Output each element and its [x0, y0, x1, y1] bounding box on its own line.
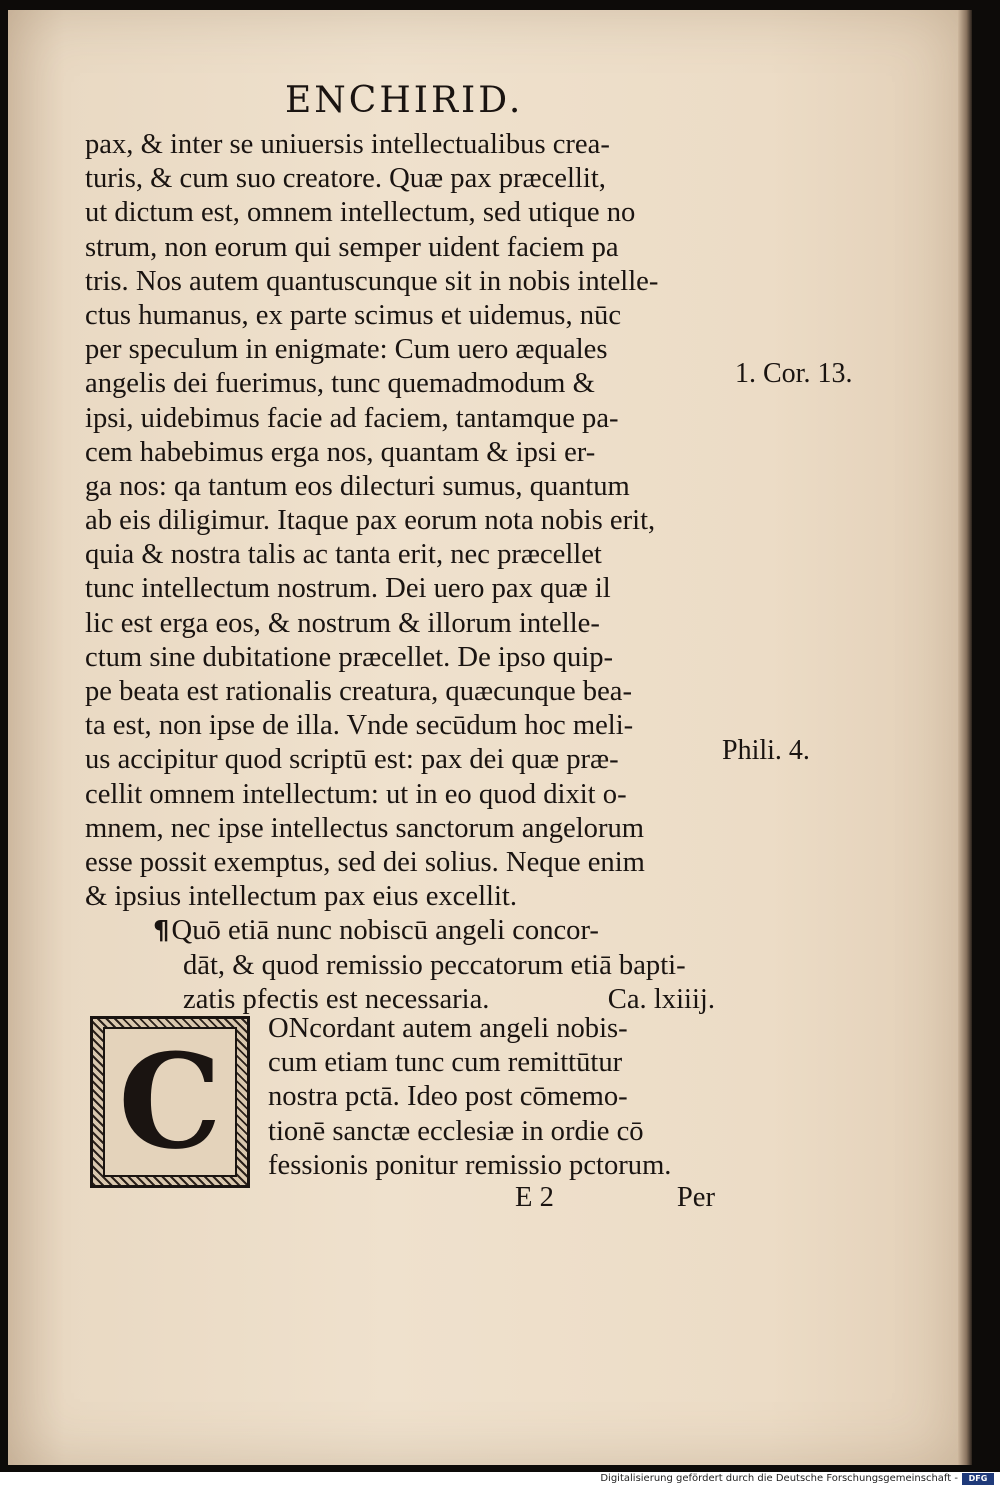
text-line: ctus humanus, ex parte scimus et uidemus, nūc [85, 299, 622, 331]
footer-credit: Digitalisierung gefördert durch die Deutsche Forschungsgemeinschaft - [600, 1473, 958, 1484]
text-line: tionē sanctæ ecclesiæ in ordie cō [268, 1115, 644, 1147]
text-line: per speculum in enigmate: Cum uero æquales [85, 334, 608, 366]
text-line: angelis dei fuerimus, tunc quemadmodum & [85, 368, 595, 400]
page-edge [958, 10, 972, 1465]
text-line: turis, & cum suo creatore. Quæ pax præcellit, [85, 163, 606, 195]
text-line: ga nos: qa tantum eos dilecturi sumus, quantum [85, 470, 630, 502]
text-line: esse possit exemptus, sed dei solius. Neque enim [85, 846, 645, 878]
text-line: strum, non eorum qui semper uident faciem pa [85, 231, 619, 263]
catchline [515, 1182, 715, 1214]
pilcrow-icon: ¶ [153, 916, 170, 947]
margin-note-corinthians: 1. Cor. 13. [735, 358, 853, 389]
text-line: & ipsius intellectum pax eius excellit. [85, 881, 517, 913]
chapter-heading-line: dāt, & quod remissio peccatorum etiā bapti- [183, 949, 686, 981]
catchword: Per [676, 1182, 715, 1213]
text-line: fessionis ponitur remissio pctorum. [268, 1149, 672, 1181]
dfg-logo-icon: DFG [962, 1473, 994, 1485]
decorated-initial [90, 1016, 250, 1188]
text-line: ta est, non ipse de illa. Vnde secūdum hoc meli- [85, 710, 634, 742]
text-line: pe beata est rationalis creatura, quæcunque bea- [85, 676, 632, 707]
main-text-block [85, 128, 715, 1017]
initial-letter: C [103, 1027, 237, 1177]
chapter-heading-text: zatis pfectis est necessaria. [183, 983, 490, 1015]
text-line: ONcordant autem angeli nobis- [268, 1013, 628, 1044]
signature-mark: E 2 [515, 1182, 554, 1213]
text-line: pax, & inter se uniuersis intellectualibus crea- [85, 129, 610, 160]
text-line: ab eis diligimur. Itaque pax eorum nota nobis erit, [85, 505, 656, 537]
running-head: ENCHIRID. [285, 80, 524, 121]
text-line: ut dictum est, omnem intellectum, sed utique no [85, 197, 636, 229]
text-line: us accipitur quod scriptū est: pax dei quæ præ- [85, 744, 619, 776]
text-line: ctum sine dubitatione præcellet. De ipso quip- [85, 641, 614, 673]
text-line: lic est erga eos, & nostrum & illorum intelle- [85, 607, 600, 639]
text-line: tris. Nos autem quantuscunque sit in nobis intelle- [85, 265, 659, 297]
chapter-heading-line [85, 914, 715, 948]
text-line: cum etiam tunc cum remittūtur [268, 1047, 623, 1079]
text-line: cellit omnem intellectum: ut in eo quod dixit o- [85, 778, 627, 810]
chapter-number: Ca. lxiiij. [607, 983, 715, 1015]
text-line: quia & nostra talis ac tanta erit, nec præcellet [85, 539, 602, 571]
margin-note-philippians: Phili. 4. [722, 735, 810, 766]
text-line: mnem, nec ipse intellectus sanctorum angelorum [85, 812, 645, 844]
text-line: tunc intellectum nostrum. Dei uero pax quæ il [85, 573, 611, 605]
text-line: nostra pctā. Ideo post cōmemo- [268, 1081, 628, 1113]
chapter-heading-text: Quō etiā nunc nobiscū angeli concor- [171, 915, 599, 947]
chapter-text-block [268, 1012, 718, 1183]
text-line: ipsi, uidebimus facie ad faciem, tantamque pa- [85, 402, 619, 434]
text-line: cem habebimus erga nos, quantam & ipsi er- [85, 436, 596, 468]
